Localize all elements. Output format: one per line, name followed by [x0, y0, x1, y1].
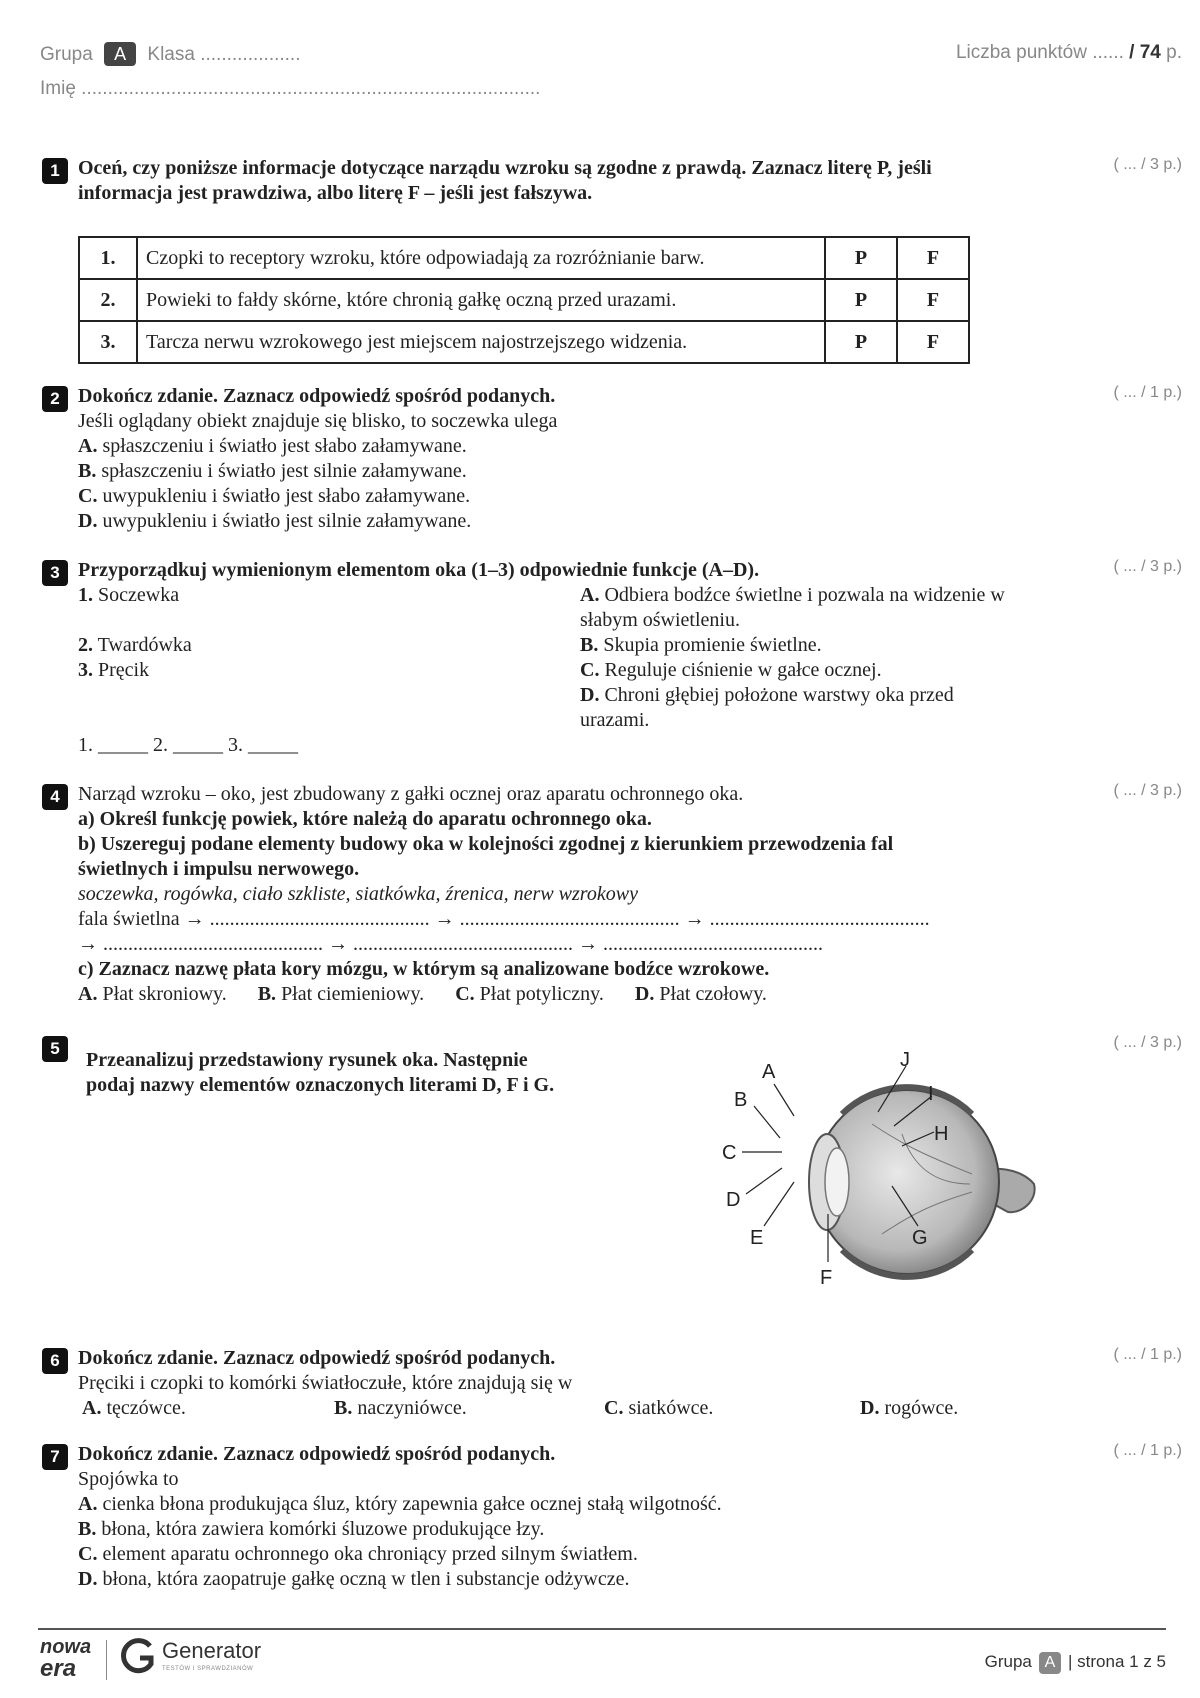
match-left-3: [78, 658, 149, 683]
row-number: 1.: [79, 237, 137, 279]
question-instruction: [78, 156, 932, 206]
label-h: H: [934, 1123, 949, 1145]
item-text: Chroni głębiej położone warstwy oka przed: [604, 684, 954, 706]
question-stem: Jeśli oglądany obiekt znajduje się blisko, to soczewka ulega: [78, 410, 558, 432]
sequence-line[interactable]: fala świetlna → ............................................ → ............................................ → ............................................: [78, 908, 930, 930]
question-intro: Narząd wzroku – oko, jest zbudowany z gałki ocznej oraz aparatu ochronnego oka.: [78, 783, 744, 805]
answer-option[interactable]: [635, 983, 767, 1005]
answer-option[interactable]: [78, 509, 557, 534]
question-6: [42, 1346, 1182, 1426]
element-list: soczewka, rogówka, ciało szkliste, siatkówka, źrenica, nerw wzrokowy: [78, 883, 638, 905]
item-number: 2.: [78, 634, 93, 656]
class-label: Klasa ...................: [147, 44, 301, 65]
question-number: 7: [42, 1444, 68, 1470]
table-row: [79, 237, 969, 279]
logo-separator: [106, 1640, 107, 1680]
option-letter: C.: [78, 1543, 98, 1565]
logo-text: Generator: [162, 1638, 262, 1663]
true-false-table: [78, 236, 970, 364]
option-letter: B.: [78, 1518, 97, 1540]
question-body: [78, 384, 557, 534]
question-1: [42, 156, 1182, 366]
option-text: Płat potyliczny.: [479, 983, 604, 1005]
question-5: [42, 1034, 1182, 1324]
group-label: Grupa: [40, 44, 93, 65]
answer-option[interactable]: [78, 1492, 1078, 1517]
true-option[interactable]: P: [825, 321, 897, 363]
logo-text: era: [40, 1655, 77, 1682]
option-text: błona, która zaopatruje gałkę oczną w tlen i substancje odżywcze.: [102, 1568, 630, 1590]
option-letter: A.: [78, 435, 98, 457]
option-text: błona, która zawiera komórki śluzowe produkujące łzy.: [101, 1518, 545, 1540]
score-total: / 74: [1129, 42, 1161, 63]
option-letter: A.: [78, 983, 98, 1005]
label-c: C: [722, 1142, 737, 1164]
question-number: 4: [42, 784, 68, 810]
generator-g-icon: [120, 1636, 158, 1678]
false-option[interactable]: F: [897, 279, 969, 321]
score-label: Liczba punktów ......: [955, 42, 1124, 63]
match-right-a-cont: słabym oświetleniu.: [580, 609, 740, 631]
subtask-c: c) Zaznacz nazwę płata kory mózgu, w którym są analizowane bodźce wzrokowe.: [78, 958, 770, 980]
sequence-line[interactable]: → ............................................ → ............................................ → ............................................: [78, 933, 823, 955]
item-text: Skupia promienie świetlne.: [603, 634, 822, 656]
subtask-a: a) Określ funkcję powiek, które należą do aparatu ochronnego oka.: [78, 808, 652, 830]
table-row: [79, 279, 969, 321]
answer-option[interactable]: [78, 434, 557, 459]
option-letter: D.: [634, 983, 655, 1005]
label-e: E: [750, 1227, 764, 1249]
points-box: ( ... / 1 p.): [1113, 1346, 1182, 1363]
question-body: [78, 1442, 1078, 1592]
group-badge: A: [1039, 1652, 1062, 1674]
question-body: [78, 1346, 1078, 1396]
option-letter: D.: [78, 1568, 98, 1590]
false-option[interactable]: F: [897, 321, 969, 363]
question-instruction: Dokończ zdanie. Zaznacz odpowiedź spośród podanych.: [78, 1443, 556, 1465]
match-right-a: [580, 583, 1005, 608]
score-box: [956, 42, 1182, 64]
answer-option[interactable]: [78, 983, 227, 1005]
instruction-line: Oceń, czy poniższe informacje dotyczące narządu wzroku są zgodne z prawdą. Zaznacz literę P, jeśli: [78, 157, 932, 179]
row-number: 3.: [79, 321, 137, 363]
points-box: ( ... / 3 p.): [1113, 1034, 1182, 1051]
footer-divider: [38, 1628, 1166, 1630]
true-option[interactable]: P: [825, 279, 897, 321]
points-box: ( ... / 3 p.): [1113, 782, 1182, 799]
question-instruction: Dokończ zdanie. Zaznacz odpowiedź spośród podanych.: [78, 385, 556, 407]
points-box: ( ... / 1 p.): [1113, 384, 1182, 401]
statement: Czopki to receptory wzroku, które odpowiadają za rozróżnianie barw.: [137, 237, 825, 279]
answer-option[interactable]: [82, 1396, 186, 1421]
option-text: naczyniówce.: [357, 1397, 467, 1419]
instruction-line: podaj nazwy elementów oznaczonych literami D, F i G.: [86, 1074, 555, 1096]
option-text: rogówce.: [884, 1397, 959, 1419]
option-text: Płat ciemieniowy.: [281, 983, 425, 1005]
option-letter: D.: [860, 1397, 880, 1419]
label-g: G: [912, 1227, 928, 1249]
question-number: 3: [42, 560, 68, 586]
answer-option[interactable]: [78, 484, 557, 509]
match-right-d: [580, 683, 954, 708]
option-text: Płat czołowy.: [659, 983, 767, 1005]
question-7: [42, 1442, 1182, 1602]
item-letter: D.: [580, 684, 600, 706]
logo-text: nowa: [40, 1636, 92, 1658]
instruction-line: Przeanalizuj przedstawiony rysunek oka. Następnie: [86, 1049, 528, 1071]
group-badge: A: [104, 42, 136, 66]
answer-option[interactable]: [604, 1396, 713, 1421]
item-text: Soczewka: [98, 584, 180, 606]
option-letter: C.: [604, 1397, 624, 1419]
label-f: F: [820, 1267, 833, 1289]
option-letter: B.: [334, 1397, 353, 1419]
item-letter: C.: [580, 659, 600, 681]
question-instruction: [86, 1048, 554, 1098]
match-right-b: [580, 633, 822, 658]
question-number: 2: [42, 386, 68, 412]
statement: Tarcza nerwu wzrokowego jest miejscem najostrzejszego widzenia.: [137, 321, 825, 363]
answer-option[interactable]: [78, 459, 557, 484]
name-line: Imię .......................................................................................: [40, 78, 541, 99]
false-option[interactable]: F: [897, 237, 969, 279]
option-text: uwypukleniu i światło jest silnie załamywane.: [102, 510, 472, 532]
question-instruction: Dokończ zdanie. Zaznacz odpowiedź spośród podanych.: [78, 1347, 556, 1369]
option-text: Płat skroniowy.: [102, 983, 227, 1005]
points-box: ( ... / 3 p.): [1113, 558, 1182, 575]
score-unit: p.: [1166, 42, 1182, 63]
answer-option[interactable]: [860, 1396, 958, 1421]
item-number: 3.: [78, 659, 93, 681]
option-letter: A.: [82, 1397, 102, 1419]
header-group: [40, 42, 301, 66]
nowa-era-logo: [40, 1636, 96, 1686]
page-indicator: [985, 1652, 1166, 1674]
item-text: Reguluje ciśnienie w gałce ocznej.: [604, 659, 882, 681]
match-left-1: [78, 583, 179, 608]
question-number: 6: [42, 1348, 68, 1374]
option-letter: C.: [455, 983, 475, 1005]
label-i: I: [928, 1083, 934, 1105]
match-right-d-cont: urazami.: [580, 709, 650, 731]
points-box: ( ... / 1 p.): [1113, 1442, 1182, 1459]
label-d: D: [726, 1189, 741, 1211]
option-text: tęczówce.: [106, 1397, 186, 1419]
answer-option[interactable]: [455, 983, 604, 1005]
answer-option[interactable]: [78, 1567, 1078, 1592]
option-letter: D.: [78, 510, 98, 532]
subtask-b-cont: świetlnych i impulsu nerwowego.: [78, 858, 360, 880]
option-letter: B.: [257, 983, 277, 1005]
eye-diagram: [722, 1044, 1052, 1324]
item-letter: B.: [580, 634, 599, 656]
option-text: spłaszczeniu i światło jest słabo załamywane.: [102, 435, 467, 457]
subtask-b: b) Uszereguj podane elementy budowy oka w kolejności zgodnej z kierunkiem przewodzenia fal: [78, 833, 894, 855]
answer-option[interactable]: [78, 1542, 1078, 1567]
statement: Powieki to fałdy skórne, które chronią gałkę oczną przed urazami.: [137, 279, 825, 321]
logo-subtext: TESTÓW I SPRAWDZIANÓW: [162, 1666, 254, 1672]
question-body: [78, 782, 930, 1007]
match-left-2: [78, 633, 192, 658]
item-letter: A.: [580, 584, 600, 606]
true-option[interactable]: P: [825, 237, 897, 279]
question-stem: Pręciki i czopki to komórki światłoczułe, które znajdują się w: [78, 1372, 573, 1394]
option-text: siatkówce.: [628, 1397, 714, 1419]
option-text: cienka błona produkująca śluz, który zapewnia gałce ocznej stałą wilgotność.: [102, 1493, 722, 1515]
row-number: 2.: [79, 279, 137, 321]
option-letter: B.: [78, 460, 97, 482]
answer-option[interactable]: [78, 1517, 1078, 1542]
table-row: [79, 321, 969, 363]
item-number: 1.: [78, 584, 93, 606]
item-text: Twardówka: [97, 634, 192, 656]
label-j: J: [900, 1049, 910, 1071]
question-3: [42, 558, 1182, 758]
question-number: 5: [42, 1036, 68, 1062]
item-text: Odbiera bodźce świetlne i pozwala na widzenie w: [604, 584, 1005, 606]
question-2: [42, 384, 1182, 534]
option-text: element aparatu ochronnego oka chroniący przed silnym światłem.: [102, 1543, 638, 1565]
option-letter: A.: [78, 1493, 98, 1515]
answer-blanks[interactable]: 1. _____ 2. _____ 3. _____: [78, 734, 298, 756]
page-number: | strona 1 z 5: [1068, 1652, 1166, 1671]
points-box: ( ... / 3 p.): [1113, 156, 1182, 173]
answer-option[interactable]: [258, 983, 424, 1005]
label-a: A: [762, 1061, 776, 1083]
answer-option[interactable]: [334, 1396, 467, 1421]
option-text: uwypukleniu i światło jest słabo załamywane.: [102, 485, 471, 507]
item-text: Pręcik: [98, 659, 150, 681]
question-4: [42, 782, 1182, 1022]
option-row: [78, 982, 930, 1007]
question-instruction: Przyporządkuj wymienionym elementom oka (1–3) odpowiednie funkcje (A–D).: [78, 559, 760, 581]
label-b: B: [734, 1089, 748, 1111]
option-letter: C.: [78, 485, 98, 507]
question-stem: Spojówka to: [78, 1468, 179, 1490]
question-number: 1: [42, 158, 68, 184]
instruction-line: informacja jest prawdziwa, albo literę F – jeśli jest fałszywa.: [78, 182, 593, 204]
match-right-c: [580, 658, 882, 683]
group-label: Grupa: [984, 1652, 1032, 1671]
option-text: spłaszczeniu i światło jest silnie załamywane.: [101, 460, 467, 482]
